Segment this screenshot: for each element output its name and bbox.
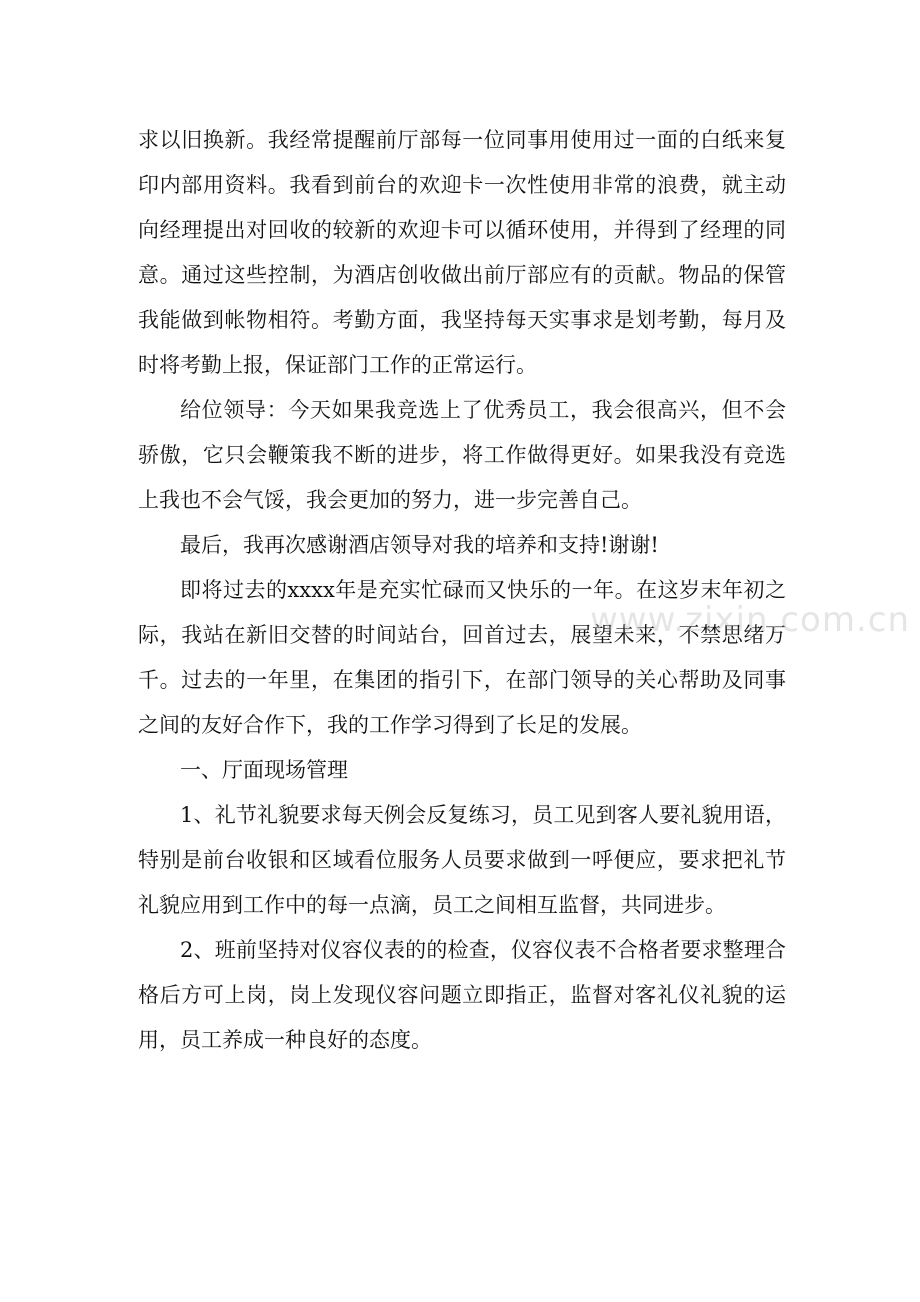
document-body [138, 118, 786, 1063]
paragraph-3: 最后，我再次感谢酒店领导对我的培养和支持!谢谢! [180, 533, 659, 557]
section-heading: 一、厅面现场管理 [180, 758, 348, 782]
paragraph-item-2: 2、班前坚持对仪容仪表的的检查，仪容仪表不合格者要求整理合格后方可上岗，岗上发现仪容问题立即指正，监督对客礼仪礼貌的运用，员工养成一种良好的态度。 [138, 938, 786, 1052]
watermark: www.zixin.com.cn [590, 600, 910, 640]
paragraph-2: 给位领导：今天如果我竞选上了优秀员工，我会很高兴，但不会骄傲，它只会鞭策我不断的进步，将工作做得更好。如果我没有竞选上我也不会气馁，我会更加的努力，进一步完善自己。 [138, 398, 786, 512]
paragraph-item-1: 1、礼节礼貌要求每天例会反复练习，员工见到客人要礼貌用语，特别是前台收银和区域看位服务人员要求做到一呼便应，要求把礼节礼貌应用到工作中的每一点滴，员工之间相互监督，共同进步。 [138, 803, 786, 917]
paragraph-1: 求以旧换新。我经常提醒前厅部每一位同事用使用过一面的白纸来复印内部用资料。我看到前台的欢迎卡一次性使用非常的浪费，就主动向经理提出对回收的较新的欢迎卡可以循环使用，并得到了经理的同意。通过这些控制，为酒店创收做出前厅部应有的贡献。物品的保管我能做到帐物相符。考勤方面，我坚持每天实事求是划考勤，每月及时将考勤上报，保证部门工作的正常运行。 [138, 128, 786, 377]
paragraph-4: 即将过去的xxxx年是充实忙碌而又快乐的一年。在这岁末年初之际，我站在新旧交替的时间站台，回首过去，展望未来，不禁思绪万千。过去的一年里，在集团的指引下，在部门领导的关心帮助及同事之间的友好合作下，我的工作学习得到了长足的发展。 [138, 578, 786, 737]
